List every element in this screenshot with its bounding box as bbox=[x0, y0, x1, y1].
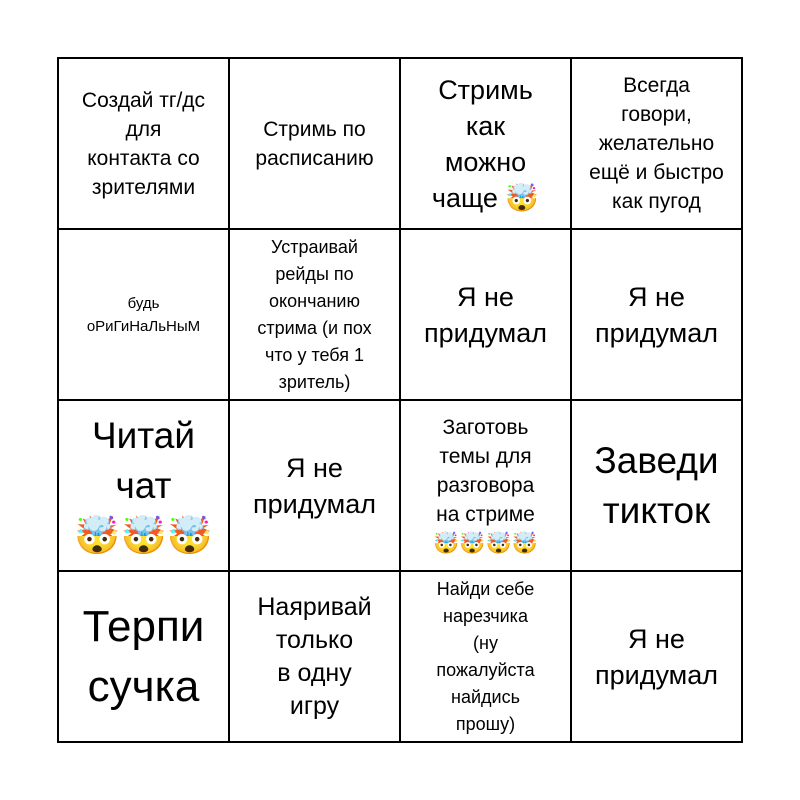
bingo-cell-r3c1[interactable] bbox=[58, 400, 229, 571]
cell-text: Создай тг/дс для контакта со зрителями bbox=[81, 88, 206, 199]
cell-text: Я не придумал bbox=[594, 281, 718, 348]
bingo-cell-r4c3[interactable] bbox=[400, 571, 571, 742]
bingo-cell-r3c2[interactable] bbox=[229, 400, 400, 571]
bingo-cell-r1c1[interactable] bbox=[58, 58, 229, 229]
cell-text: Заведи тикток bbox=[594, 439, 719, 531]
cell-text: Я не придумал bbox=[594, 623, 718, 690]
bingo-cell-r3c4[interactable] bbox=[571, 400, 742, 571]
cell-text: Стримь по расписанию bbox=[255, 117, 374, 170]
cell-text: Всегда говори, желательно ещё и быстро как пугод bbox=[589, 74, 724, 213]
cell-text: Наяривай только в одну игру bbox=[257, 592, 372, 720]
bingo-cell-r4c2[interactable] bbox=[229, 571, 400, 742]
bingo-cell-r4c4[interactable] bbox=[571, 571, 742, 742]
bingo-cell-r2c3[interactable] bbox=[400, 229, 571, 400]
bingo-cell-r2c4[interactable] bbox=[571, 229, 742, 400]
bingo-cell-r1c3[interactable] bbox=[400, 58, 571, 229]
cell-text: Терпи сучка bbox=[82, 601, 205, 711]
bingo-cell-r4c1[interactable] bbox=[58, 571, 229, 742]
cell-text: Заготовь темы для разговора на стриме 🤯🤯🤯🤯 bbox=[433, 416, 538, 555]
bingo-cell-r3c3[interactable] bbox=[400, 400, 571, 571]
cell-text: Стримь как можно чаще 🤯 bbox=[431, 74, 540, 213]
bingo-cell-r1c2[interactable] bbox=[229, 58, 400, 229]
cell-text: Я не придумал bbox=[423, 281, 547, 348]
bingo-cell-r2c2[interactable] bbox=[229, 229, 400, 400]
bingo-board bbox=[57, 57, 743, 743]
cell-text: Читай чат 🤯🤯🤯 bbox=[74, 414, 213, 556]
cell-text: будь оРиГиНаЛьНыМ bbox=[86, 294, 201, 335]
bingo-cell-r2c1[interactable] bbox=[58, 229, 229, 400]
bingo-cell-r1c4[interactable] bbox=[571, 58, 742, 229]
cell-text: Я не придумал bbox=[252, 452, 376, 519]
cell-text: Устраивай рейды по окончанию стрима (и пох что у тебя 1 зритель) bbox=[257, 236, 372, 392]
cell-text: Найди себе нарезчика (ну пожалуйста найдись прошу) bbox=[436, 578, 535, 734]
